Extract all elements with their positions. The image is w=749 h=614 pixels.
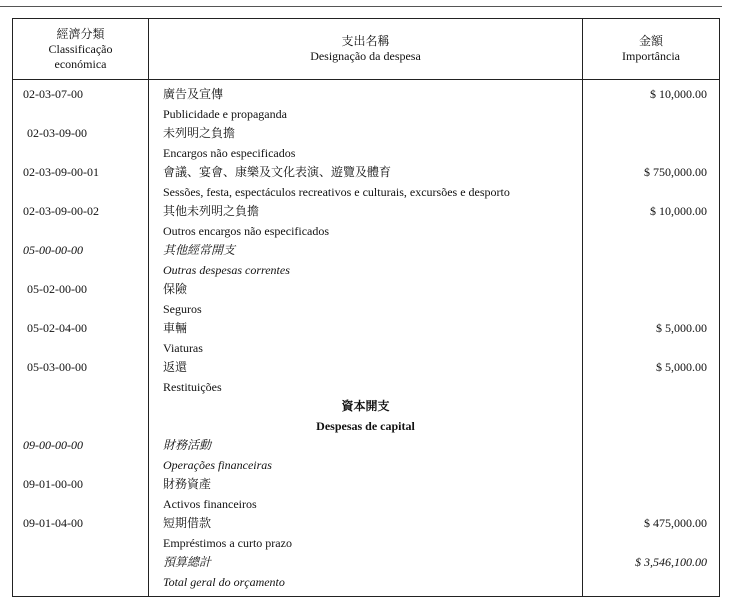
section-heading-zh: 資本開支	[149, 397, 583, 417]
row-designation: 車輛	[149, 319, 583, 339]
top-rule	[0, 6, 722, 7]
row-code	[13, 105, 149, 125]
row-code: 09-01-00-00	[13, 475, 149, 495]
row-code	[13, 553, 149, 573]
row-amount	[583, 495, 720, 515]
row-designation: 會議、宴會、康樂及文化表演、遊覽及體育	[149, 163, 583, 183]
row-code	[13, 222, 149, 242]
table-row	[13, 514, 720, 534]
table-row	[13, 183, 720, 203]
table-row	[13, 534, 720, 554]
table-row	[13, 358, 720, 378]
row-code: 02-03-09-00-01	[13, 163, 149, 183]
row-amount	[583, 124, 720, 144]
row-code	[13, 144, 149, 164]
table-row	[13, 144, 720, 164]
budget-table	[12, 18, 720, 597]
row-amount	[583, 573, 720, 597]
row-code: 05-02-04-00	[13, 319, 149, 339]
row-amount	[583, 280, 720, 300]
row-designation: Sessões, festa, espectáculos recreativos e culturais, excursões e desporto	[149, 183, 583, 203]
row-code	[13, 417, 149, 437]
row-designation: 財務活動	[149, 436, 583, 456]
total-label-pt: Total geral do orçamento	[149, 573, 583, 597]
row-amount	[583, 144, 720, 164]
row-code: 09-00-00-00	[13, 436, 149, 456]
row-amount: $ 475,000.00	[644, 516, 707, 530]
row-designation: 保險	[149, 280, 583, 300]
table-row	[13, 495, 720, 515]
row-code: 05-02-00-00	[13, 280, 149, 300]
row-amount: $ 5,000.00	[656, 360, 707, 374]
table-row	[13, 163, 720, 183]
row-designation: Operações financeiras	[149, 456, 583, 476]
row-designation: Activos financeiros	[149, 495, 583, 515]
table-header-row	[13, 19, 720, 80]
table-row	[13, 339, 720, 359]
header-classification: 經濟分類 Classificação económica	[13, 19, 149, 80]
row-code	[13, 183, 149, 203]
table-row	[13, 80, 720, 105]
header-amount: 金額 Importância	[583, 19, 720, 80]
row-code	[13, 300, 149, 320]
row-designation: Seguros	[149, 300, 583, 320]
row-code	[13, 456, 149, 476]
total-amount: $ 3,546,100.00	[635, 555, 707, 569]
row-amount: $ 10,000.00	[650, 204, 707, 218]
row-amount	[583, 105, 720, 125]
total-row	[13, 553, 720, 573]
row-designation: Publicidade e propaganda	[149, 105, 583, 125]
table-row	[13, 124, 720, 144]
section-heading-pt: Despesas de capital	[149, 417, 583, 437]
row-code	[13, 534, 149, 554]
row-amount	[583, 417, 720, 437]
row-amount	[583, 261, 720, 281]
row-designation: Outras despesas correntes	[149, 261, 583, 281]
row-amount: $ 10,000.00	[650, 87, 707, 101]
row-amount	[583, 183, 720, 203]
table-row	[13, 378, 720, 398]
row-designation: Restituições	[149, 378, 583, 398]
row-code	[13, 339, 149, 359]
table-row	[13, 105, 720, 125]
table-row	[13, 456, 720, 476]
row-amount	[583, 475, 720, 495]
total-label-zh: 預算總計	[149, 553, 583, 573]
row-designation: 未列明之負擔	[149, 124, 583, 144]
row-code	[13, 378, 149, 398]
row-designation: 財務資產	[149, 475, 583, 495]
row-amount	[583, 378, 720, 398]
row-amount	[583, 339, 720, 359]
row-code: 02-03-09-00	[13, 124, 149, 144]
section-heading-row	[13, 417, 720, 437]
header-designation: 支出名稱 Designação da despesa	[149, 19, 583, 80]
row-amount	[583, 456, 720, 476]
row-code: 09-01-04-00	[13, 514, 149, 534]
row-designation: 返還	[149, 358, 583, 378]
row-code	[13, 495, 149, 515]
row-code: 02-03-07-00	[13, 80, 149, 105]
row-amount: $ 750,000.00	[644, 165, 707, 179]
row-designation: 其他經常開支	[149, 241, 583, 261]
row-code: 02-03-09-00-02	[13, 202, 149, 222]
row-amount	[583, 241, 720, 261]
row-amount	[583, 436, 720, 456]
row-code: 05-00-00-00	[13, 241, 149, 261]
row-designation: Empréstimos a curto prazo	[149, 534, 583, 554]
row-designation: 短期借款	[149, 514, 583, 534]
table-row	[13, 261, 720, 281]
row-code	[13, 261, 149, 281]
table-row	[13, 475, 720, 495]
section-heading-row	[13, 397, 720, 417]
table-row	[13, 319, 720, 339]
table-row	[13, 241, 720, 261]
row-designation: Outros encargos não especificados	[149, 222, 583, 242]
row-amount	[583, 300, 720, 320]
row-amount	[583, 534, 720, 554]
row-code: 05-03-00-00	[13, 358, 149, 378]
row-designation: Viaturas	[149, 339, 583, 359]
row-amount	[583, 222, 720, 242]
total-row	[13, 573, 720, 597]
row-code	[13, 573, 149, 597]
row-code	[13, 397, 149, 417]
row-designation: 其他未列明之負擔	[149, 202, 583, 222]
table-row	[13, 202, 720, 222]
table-row	[13, 280, 720, 300]
row-designation: 廣告及宣傳	[149, 80, 583, 105]
row-designation: Encargos não especificados	[149, 144, 583, 164]
table-row	[13, 222, 720, 242]
row-amount	[583, 397, 720, 417]
row-amount: $ 5,000.00	[656, 321, 707, 335]
table-row	[13, 300, 720, 320]
table-row	[13, 436, 720, 456]
